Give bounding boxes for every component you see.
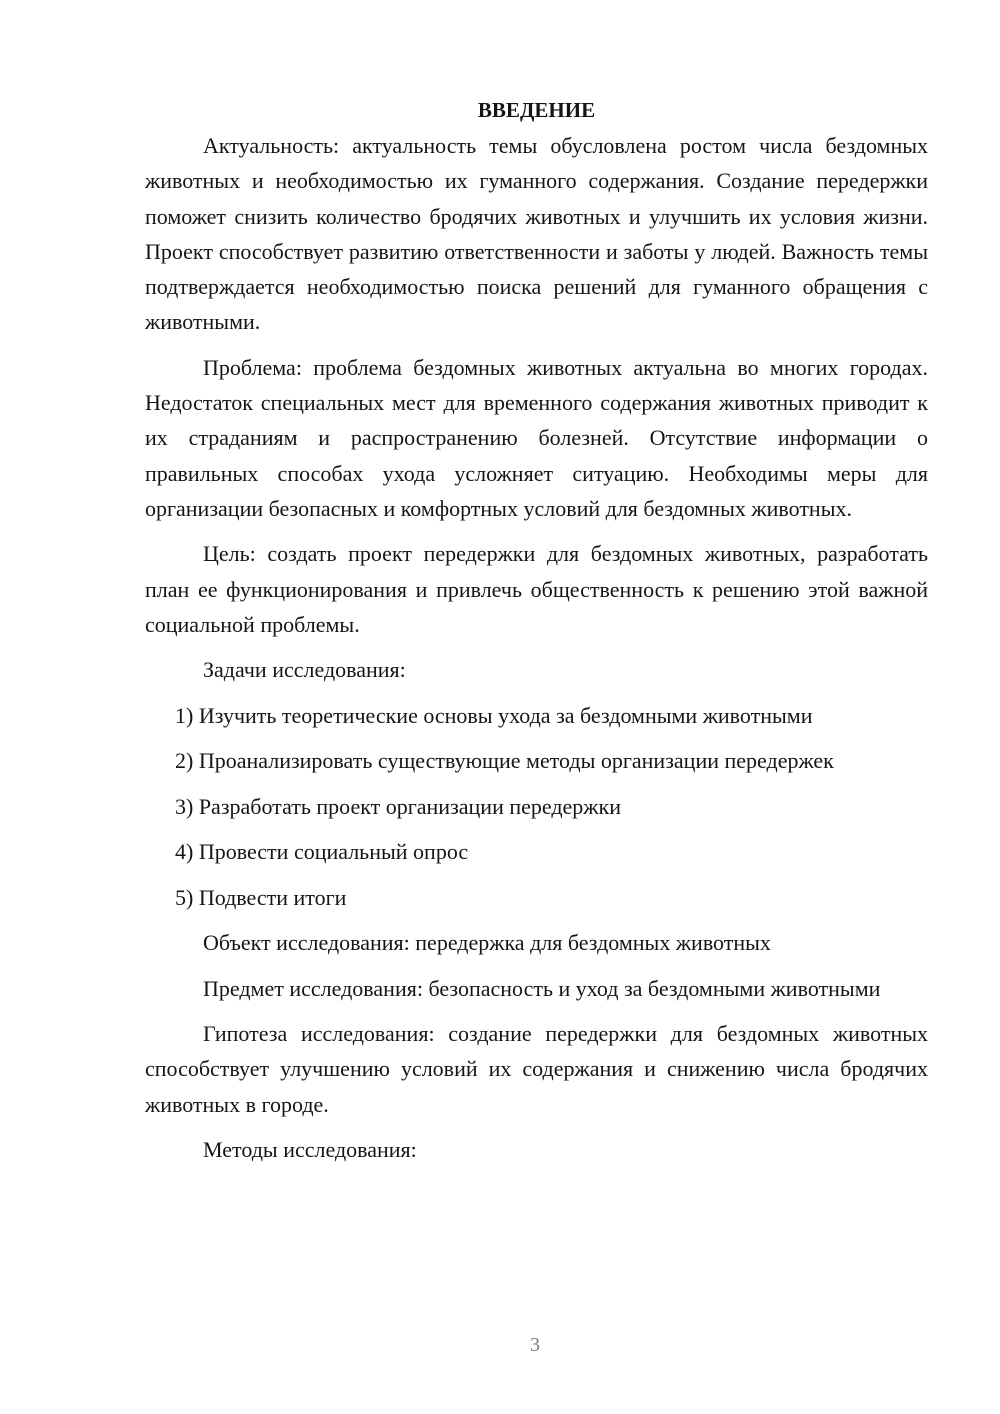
subject-paragraph: Предмет исследования: безопасность и уход за бездомными животными [203, 975, 881, 1001]
section-title: ВВЕДЕНИЕ [477, 98, 596, 122]
tasks-heading: Задачи исследования: [203, 657, 406, 683]
page-number: 3 [530, 1334, 540, 1356]
methods-heading: Методы исследования: [203, 1136, 417, 1162]
hypothesis-paragraph: Гипотеза исследования: создание передержки для бездомных животных способствует улучшению условий их содержания и снижению числа бродячих животных в городе. [145, 1020, 928, 1117]
page-content [145, 93, 928, 1177]
task-item: 3) Разработать проект организации передержки [175, 793, 621, 819]
relevance-paragraph: Актуальность: актуальность темы обусловлена ростом числа бездомных животных и необходимостью их гуманного содержания. Создание передержки поможет снизить количество бродячих животных и улучшить их условия жизни. Проект способствует развитию ответственности и заботы у людей. Важность темы подтверждается необходимостью поиска решений для гуманного обращения с животными. [145, 133, 928, 335]
task-item: 4) Провести социальный опрос [175, 839, 469, 865]
tasks-list [145, 698, 928, 915]
task-item: 2) Проанализировать существующие методы организации передержек [175, 748, 834, 774]
task-item: 1) Изучить теоретические основы ухода за бездомными животными [175, 702, 813, 728]
goal-paragraph: Цель: создать проект передержки для бездомных животных, разработать план ее функционирования и привлечь общественность к решению этой важной социальной проблемы. [145, 541, 928, 637]
task-item: 5) Подвести итоги [175, 884, 347, 910]
problem-paragraph: Проблема: проблема бездомных животных актуальна во многих городах. Недостаток специальных мест для временного содержания животных приводит к их страданиям и распространению болезней. Отсутствие информации о правильных способах ухода усложняет ситуацию. Необходимы меры для организации безопасных и комфортных условий для бездомных животных. [145, 354, 928, 521]
object-line: Объект исследования: передержка для бездомных животных [203, 930, 771, 956]
